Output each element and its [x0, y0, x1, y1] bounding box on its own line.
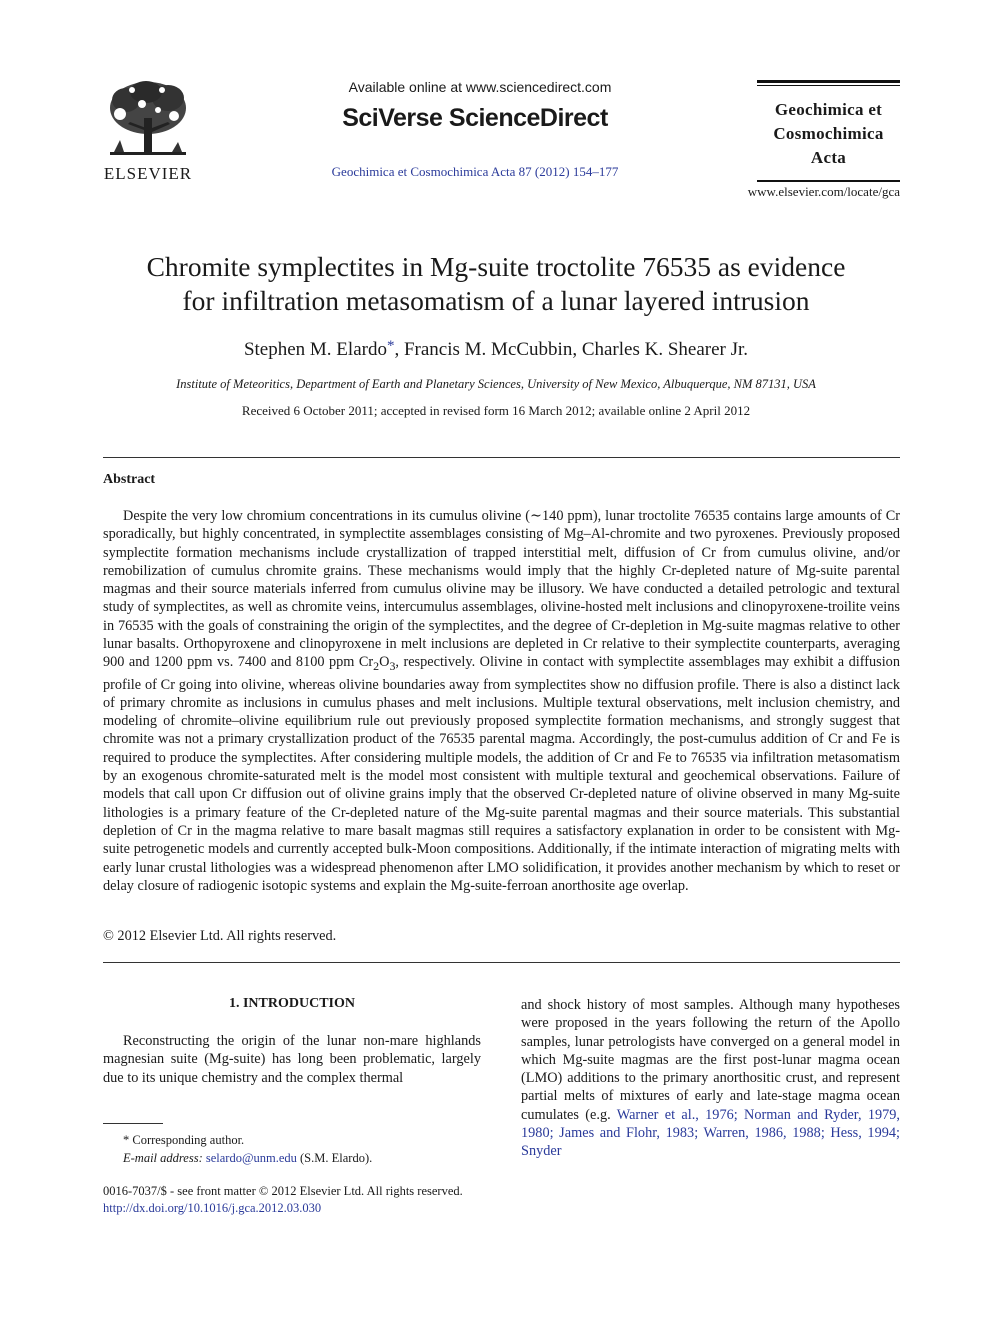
abstract-heading: Abstract: [103, 472, 156, 487]
affiliation: Institute of Meteoritics, Department of Earth and Planetary Sciences, University of New Mexico, Albuquerque, NM 87131, USA: [176, 377, 816, 391]
intro-paragraph: Reconstructing the origin of the lunar non-mare highlands magnesian suite (Mg-suite) has long been problematic, largely due to its unique chemistry and the complex thermal: [103, 1033, 481, 1086]
platform-name: SciVerse ScienceDirect: [342, 104, 608, 132]
intro-paragraph-continued: and shock history of most samples. Although many hypotheses were proposed in the years following the return of the Apollo samples, lunar petrologists have converged on a general model in which Mg-suite magmas are the first post-lunar magma ocean (LMO) additions to the primary anorthositic crust, and represent partial melts of mixtures of early and late-stage magma ocean cumulates (e.g. Warner et al., 1976; Norman and Ryder, 1979, 1980; James and Flohr, 1983; Warren, 1986, 1988; Hess, 1994; Snyder: [521, 997, 900, 1160]
tree-emblem-icon: [96, 78, 200, 162]
author-name: Stephen M. Elardo: [243, 339, 387, 360]
divider: [103, 457, 900, 458]
abstract-copyright: © 2012 Elsevier Ltd. All rights reserved.: [103, 928, 337, 944]
email-link[interactable]: selardo@unm.edu: [205, 1151, 297, 1165]
article-dates: Received 6 October 2011; accepted in revised form 16 March 2012; available online 2 April 2012: [241, 403, 751, 418]
journal-citation-link[interactable]: Geochimica et Cosmochimica Acta 87 (2012) 154–177: [331, 164, 619, 179]
doi-link[interactable]: http://dx.doi.org/10.1016/j.gca.2012.03.030: [103, 1201, 322, 1215]
footnote: * Corresponding author. E-mail address: selardo@unm.edu (S.M. Elardo).: [123, 1133, 373, 1165]
publisher-wordmark: ELSEVIER: [103, 164, 193, 183]
article-title: Chromite symplectites in Mg-suite troctolite 76535 as evidence for infiltration metasomatism of a lunar layered intrusion: [146, 251, 846, 316]
journal-title: Geochimica et Cosmochimica Acta: [773, 100, 884, 167]
publisher-logo: [96, 78, 200, 186]
issn-line: 0016-7037/$ - see front matter © 2012 Elsevier Ltd. All rights reserved.: [103, 1184, 463, 1198]
author-list: [60, 338, 932, 361]
reference-links[interactable]: Warner et al., 1976; Norman and Ryder, 1979, 1980; James and Flohr, 1983; Warren, 1986, 1988; Hess, 1994; Snyder: [521, 1106, 900, 1160]
journal-title-box: [757, 80, 900, 182]
journal-url[interactable]: www.elsevier.com/locate/gca: [747, 184, 900, 199]
divider: [103, 962, 900, 963]
abstract-body: Despite the very low chromium concentrations in its cumulus olivine (∼140 ppm), lunar troctolite 76535 contains large amounts of Cr sporadically, but highly concentrated, in symplectite assemblages consisting of Mg–Al-chromite and two pyroxenes. Previously proposed symplectite formation mechanisms include crystallization of trapped interstitial melt, diffusion of Cr from cumulus olivine, and/or remobilization of cumulus chromite grains. These mechanisms would imply that the highly Cr-depleted nature of Mg-suite parental magmas and their source materials inferred from cumulus olivine may be illusory. We have conducted a detailed petrologic and textural study of symplectites, as well as chromite veins, intercumulus assemblages, olivine-hosted melt inclusions and clinopyroxene-troilite veins in 76535 with the goals of constraining the origin of the symplectites, and the degree of Cr-depletion in Mg-suite magmas relative to other lunar basalts. Orthopyroxene and clinopyroxene in melt inclusions are depleted in Cr relative to their symplectite counterparts, averaging 900 and 1200 ppm vs. 7400 and 8100 ppm $Cr_2O_3$, respectively. Olivine in contact with symplectite assemblages may exhibit a diffusion profile of Cr going into olivine, whereas olivine boundaries away from symplectites show no diffusion profile. There is also a distinct lack of primary chromite as inclusions in cumulus phases and melt inclusions. Multiple textural observations, melt inclusion chemistry, and modeling of chromite–olivine equilibrium rule out previously proposed symplectite formation mechanisms, and strongly suggest that chromite was not a primary crystallization product of the 76535 parental magma. Accordingly, the post-cumulus addition of Cr and Fe is required to produce the symplectites. After considering multiple models, the addition of Cr and Fe to 76535 via infiltration metasomatism by an exogenous chromite-saturated melt is the model most consistent with multiple textural and geochemical observations. Failure of models that call upon Cr diffusion out of olivine grains imply that the observed Cr-depleted nature of olivine observed in many Mg-suite lithologies is a primary feature of the Cr-depleted nature of the Mg-suite parental magmas and their source materials. This substantial depletion of Cr in the magma relative to mare basalt magmas still requires a satisfactory explanation in order to be consistent with Mg-suite petrogenetic models and currently accepted bulk-Moon compositions. Additionally, if the intimate interaction of migrating melts with early lunar crustal lithologies was a widespread phenomenon after LMO solidification, it provides another mechanism by which to reset or delay closure of radiogenic isotopic systems and explain the Mg-suite-ferroan anorthosite age overlap.: [103, 508, 900, 894]
footnote-divider: [103, 1123, 163, 1124]
corresponding-author-link[interactable]: *: [386, 338, 395, 354]
section-heading: 1. INTRODUCTION: [228, 996, 355, 1011]
co-authors: , Francis M. McCubbin, Charles K. Shearer Jr.: [394, 339, 749, 360]
available-online-text: Available online at www.sciencedirect.com: [348, 79, 612, 95]
